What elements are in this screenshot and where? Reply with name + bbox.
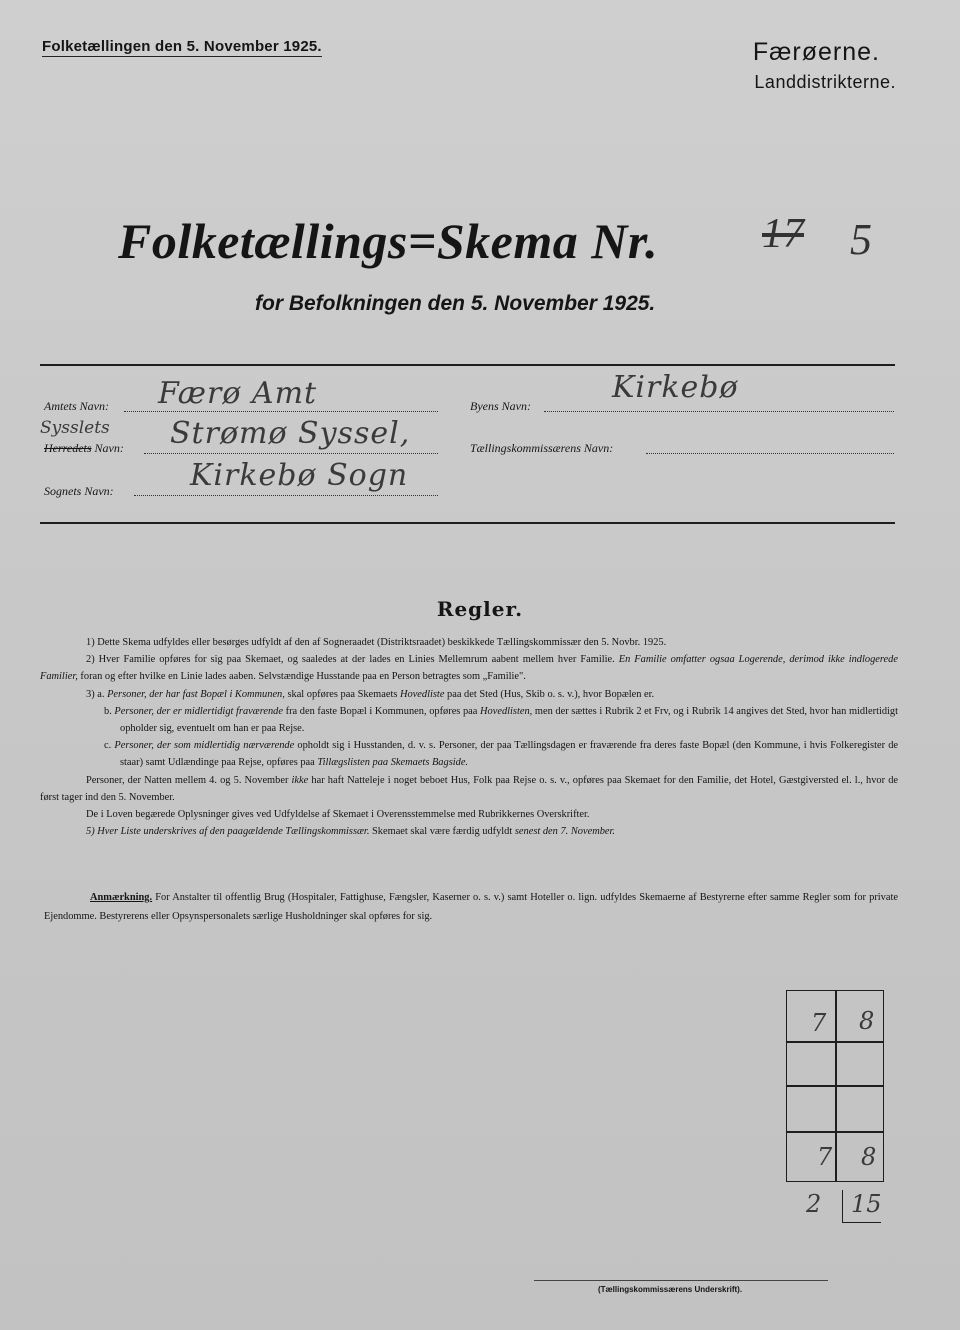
sogn-label: Sognets Navn: bbox=[44, 484, 114, 498]
remark-body: For Anstalter til offentlig Brug (Hospitaler, Fattighuse, Fængsler, Kaserner o. s. v.) samt Hoteller o. lign. udfyldes Skemaerne af Bestyrerne efter samme Regler som for private Ejendomme. Bestyrerens eller Opsynspersonalets særlige Husholdninger skal opføres for sig. bbox=[44, 892, 898, 922]
form-subtitle: for Befolkningen den 5. November 1925. bbox=[255, 292, 656, 315]
rule-2: 2) Hver Familie opføres for sig paa Skemaet, og saaledes at der lades en Linies Mellemrum aabent mellem hver Familie. En Familie omfatter ogsaa Logerende, derimod ikke indlogerede Familier, foran og efter hvilke en Linie lades aaben. Selvstændige Husstande paa en Person betragtes som „Familie". bbox=[40, 654, 898, 683]
rules-text bbox=[40, 634, 898, 840]
tally-row1-right: 8 bbox=[859, 1007, 875, 1035]
rules-title: Regler. bbox=[436, 597, 524, 621]
tally-divider-2 bbox=[787, 1085, 883, 1087]
form-title: Folketællings=Skema Nr. bbox=[118, 213, 659, 269]
form-number-handwritten: 5 bbox=[850, 215, 872, 264]
remark-label: Anmærkning. bbox=[90, 892, 153, 903]
rule-3c: c. Personer, der som midlertidig nærværende opholdt sig i Husstanden, d. v. s. Personer, der paa Tællingsdagen er fraværende fra deres faste Bopæl (den Kommune, i hvis Folkeregister de staar) samt Udlændinge paa Rejse, opføres paa Tillægslisten paa Skemaets Bagside. bbox=[104, 740, 899, 769]
herred-label-crossed: Herredets bbox=[44, 441, 92, 455]
divider-bottom bbox=[40, 522, 895, 524]
amt-label: Amtets Navn: bbox=[44, 399, 109, 413]
rule-5: 5) Hver Liste underskrives af den paagældende Tællingskommissær. Skemaet skal være færdig udfyldt senest den 7. November. bbox=[86, 826, 616, 838]
tally-total-left: 2 bbox=[806, 1190, 822, 1218]
sogn-line bbox=[134, 494, 438, 496]
header-district: Landdistrikterne. bbox=[754, 72, 896, 92]
tally-row1-left: 7 bbox=[811, 1009, 827, 1037]
amt-value: Færø Amt bbox=[158, 376, 318, 411]
header-census-date: Folketællingen den 5. November 1925. bbox=[42, 38, 322, 55]
tally-divider-3 bbox=[787, 1131, 883, 1133]
by-value: Kirkebø bbox=[612, 370, 739, 405]
tally-box bbox=[786, 990, 884, 1182]
herred-line bbox=[144, 452, 438, 454]
tally-row4-left: 7 bbox=[817, 1143, 833, 1171]
herred-label bbox=[44, 441, 124, 456]
tally-divider-1 bbox=[787, 1041, 883, 1043]
sogn-value: Kirkebø Sogn bbox=[190, 458, 409, 493]
form-number-crossed-out: 17 bbox=[762, 211, 804, 257]
rule-4: De i Loven begærede Oplysninger gives ved Udfyldelse af Skemaet i Overensstemmelse med Rubrikkernes Overskrifter. bbox=[86, 809, 590, 821]
tally-total-right-box bbox=[842, 1190, 881, 1223]
herred-label-suffix: Navn: bbox=[94, 441, 124, 455]
by-label: Byens Navn: bbox=[470, 399, 531, 413]
rule-1: 1) Dette Skema udfyldes eller besørges udfyldt af den af Sogneraadet (Distriktsraadet) beskikkede Tællingskommissær den 5. Novbr. 1925. bbox=[86, 637, 667, 648]
kommissaer-label: Tællingskommissærens Navn: bbox=[470, 441, 614, 455]
header-region: Færøerne. bbox=[752, 38, 880, 66]
herred-value: Strømø Syssel, bbox=[170, 416, 411, 451]
herred-label-correction: Sysslets bbox=[40, 418, 110, 438]
kommissaer-line bbox=[646, 452, 894, 454]
remark-text bbox=[44, 888, 898, 926]
by-line bbox=[544, 410, 894, 412]
signature-label: (Tællingskommissærens Underskrift). bbox=[598, 1285, 743, 1294]
tally-total-right: 15 bbox=[851, 1190, 882, 1218]
rule-3d: Personer, der Natten mellem 4. og 5. November ikke har haft Natteleje i noget beboet Hus, Folk paa Rejse o. s. v., opføres paa Skemaet for den Familie, det Hotel, Gæstgiversted el. l., hvor de først tager ind den 5. November. bbox=[40, 774, 898, 803]
rule-3b: b. Personer, der er midlertidigt fraværende fra den faste Bopæl i Kommunen, opføres paa Hovedlisten, men der sættes i Rubrik 2 et Frv, og i Rubrik 14 angives det Sted, hvor han midlertidigt opholder sig, eventuelt om han er paa Rejse. bbox=[104, 705, 899, 735]
tally-row4-right: 8 bbox=[861, 1143, 877, 1171]
divider-top bbox=[40, 364, 895, 366]
rule-3a: 3) a. Personer, der har fast Bopæl i Kommunen, skal opføres paa Skemaets Hovedliste paa det Sted (Hus, Skib o. s. v.), hvor Bopælen er. bbox=[86, 688, 655, 700]
signature-line bbox=[534, 1280, 828, 1281]
